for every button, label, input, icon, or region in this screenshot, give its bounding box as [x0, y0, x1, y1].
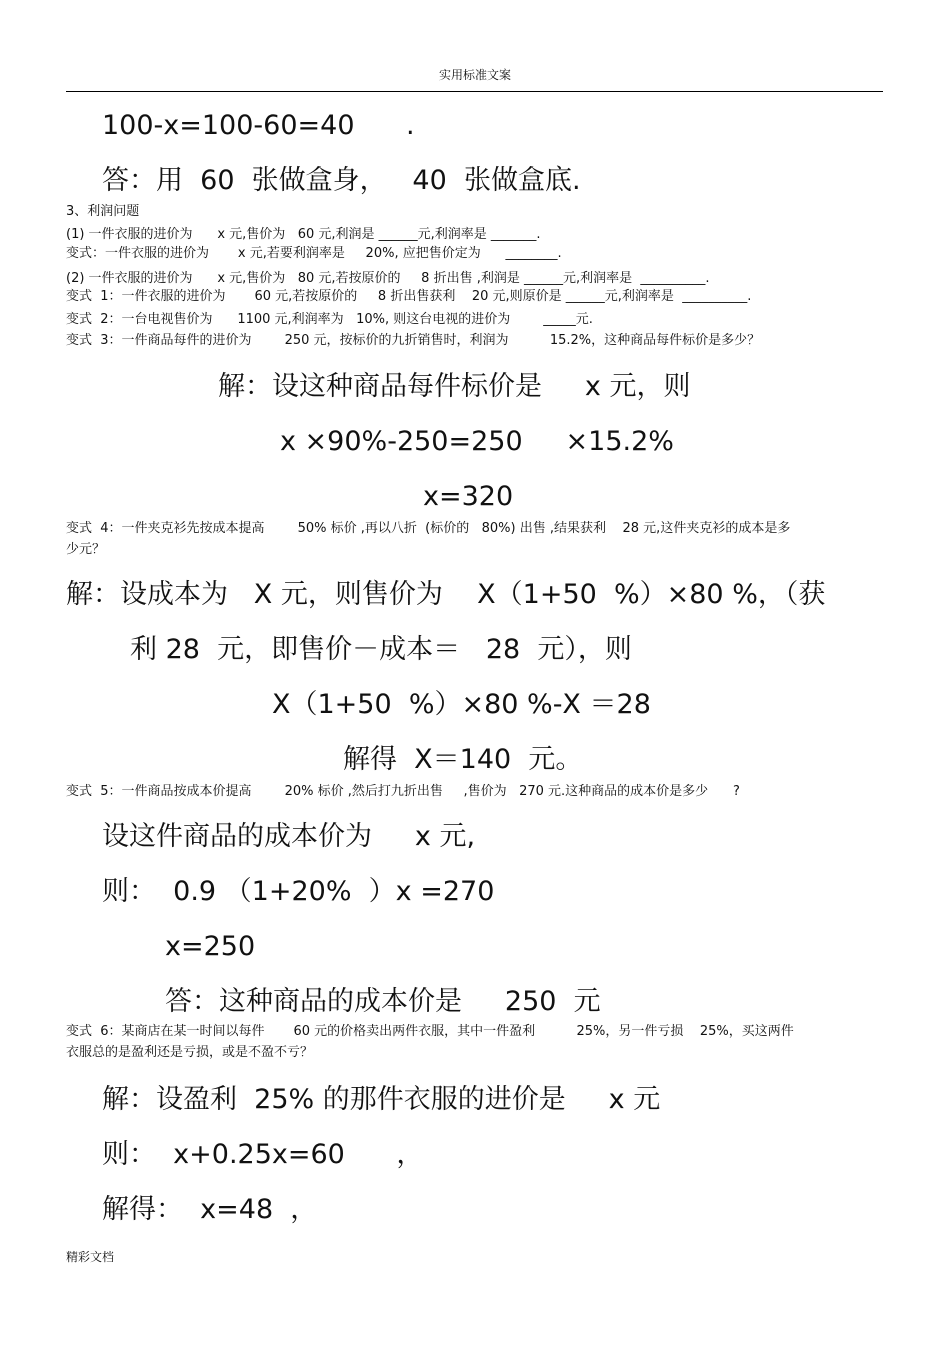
solution-line: 解得： x=48 ，: [102, 1194, 318, 1225]
equation-line: 100-x=100-60=40 .: [102, 110, 415, 141]
problem-line: (1) 一件衣服的进价为 x 元,售价为 60 元,利润是 ______元,利润率是 _______.: [66, 227, 541, 242]
section-heading: 3、利润问题: [66, 204, 140, 219]
problem-line: (2) 一件衣服的进价为 x 元,售价为 80 元,若按原价的 8 折出售 ,利润是 ______元,利润率是 __________.: [66, 271, 710, 286]
problem-line: 衣服总的是盈利还是亏损，或是不盈不亏？: [66, 1045, 314, 1060]
problem-line: 变式 3：一件商品每件的进价为 250 元，按标价的九折销售时，利润为 15.2%，这种商品每件标价是多少？: [66, 333, 761, 348]
solution-line: X（1+50 %）×80 %-X ＝28: [272, 689, 651, 720]
page-footer: 精彩文档: [66, 1250, 115, 1264]
solution-line: x=320: [423, 481, 514, 512]
header-rule: [66, 91, 883, 92]
solution-line: 解：设这种商品每件标价是 x 元，则: [218, 371, 691, 402]
problem-line: 变式 6：某商店在某一时间以每件 60 元的价格卖出两件衣服，其中一件盈利 25%，另一件亏损 25%，买这两件: [66, 1024, 794, 1039]
answer-line: 答：用 60 张做盒身， 40 张做盒底.: [102, 165, 581, 196]
answer-line: 答：这种商品的成本价是 250 元: [165, 986, 601, 1017]
solution-line: 设这件商品的成本价为 x 元,: [102, 821, 476, 852]
solution-line: 解：设成本为 X 元，则售价为 X（1+50 %）×80 %，（获: [66, 579, 826, 610]
solution-line: 则： 0.9 （1+20% ）x =270: [102, 876, 495, 907]
solution-line: x=250: [165, 931, 256, 962]
solution-line: 利 28 元，即售价－成本＝ 28 元），则: [130, 634, 632, 665]
problem-line: 变式 2：一台电视售价为 1100 元,利润率为 10%, 则这台电视的进价为 _____元.: [66, 312, 593, 327]
problem-line: 变式 4：一件夹克衫先按成本提高 50% 标价 ,再以八折 (标价的 80%) 出售 ,结果获利 28 元,这件夹克衫的成本是多: [66, 521, 791, 536]
problem-line: 变式：一件衣服的进价为 x 元,若要利润率是 20%, 应把售价定为 ________.: [66, 246, 562, 261]
solution-line: 解得 X＝140 元。: [343, 744, 583, 775]
solution-line: 解：设盈利 25% 的那件衣服的进价是 x 元: [102, 1084, 661, 1115]
page-header: 实用标准文案: [438, 68, 511, 82]
solution-line: 则： x+0.25x=60 ，: [102, 1139, 424, 1170]
solution-line: x ×90%-250=250 ×15.2%: [280, 426, 674, 457]
problem-line: 变式 5：一件商品按成本价提高 20% 标价 ,然后打九折出售 ,售价为 270 元.这种商品的成本价是多少 ?: [66, 784, 740, 799]
problem-line: 变式 1：一件衣服的进价为 60 元,若按原价的 8 折出售获利 20 元,则原价是 ______元,利润率是 __________.: [66, 289, 752, 304]
problem-line: 少元？: [66, 542, 106, 557]
